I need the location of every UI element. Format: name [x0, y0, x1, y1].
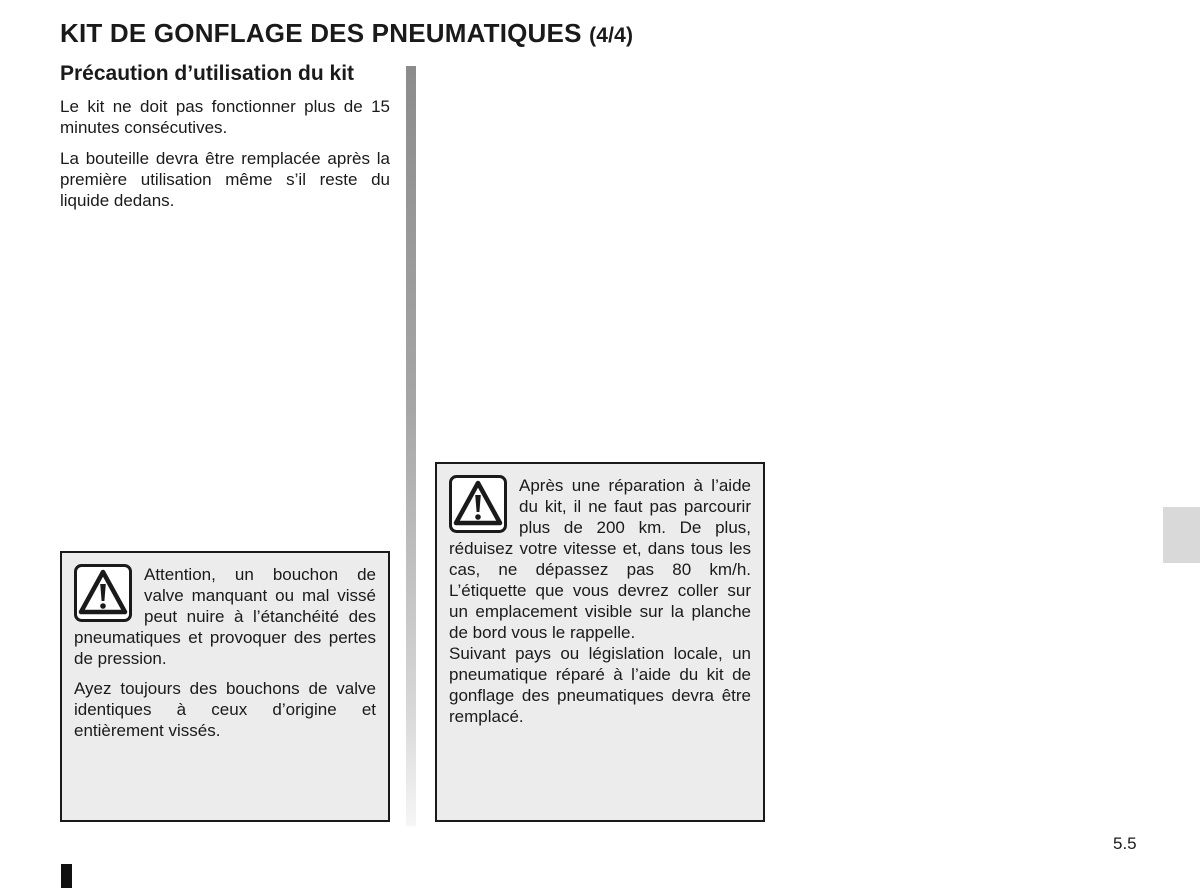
page-title: [60, 18, 633, 49]
warning-left-text-2: Ayez toujours des bouchons de valve identiques à ceux d’origine et entièrement vissés.: [74, 679, 376, 740]
warning-triangle-icon: [449, 475, 507, 533]
warning-box-valve-caps: [60, 551, 390, 822]
paragraph-duration: Le kit ne doit pas fonctionner plus de 15 minutes consécutives.: [60, 97, 390, 137]
page-title-suffix: (4/4): [589, 24, 634, 47]
paragraph-bottle: La bouteille devra être remplacée après la première utilisation même s’il reste du liquide dedans.: [60, 149, 390, 210]
warning-triangle-icon: [74, 564, 132, 622]
crop-mark: [61, 864, 72, 888]
column-divider: [406, 66, 416, 826]
page-number: 5.5: [1113, 834, 1137, 853]
warning-box-repair-limits: [435, 462, 765, 822]
warning-right-text-1: Après une réparation à l’aide du kit, il ne faut pas parcourir plus de 200 km. De plus, réduisez votre vitesse et, dans tous les cas, ne dépassez pas 80 km/h. L’étiquette que vous devrez coller sur un emplacement visible sur la planche de bord vous le rappelle.: [449, 476, 751, 642]
warning-left-text-1: Attention, un bouchon de valve manquant ou mal vissé peut nuire à l’étanchéité des pneumatiques et provoquer des pertes de pression.: [74, 565, 376, 668]
page-title-text: KIT DE GONFLAGE DES PNEUMATIQUES: [60, 18, 582, 48]
chapter-thumb-tab: [1163, 507, 1200, 563]
warning-right-text-2: Suivant pays ou législation locale, un pneumatique réparé à l’aide du kit de gonflage des pneumatiques devra être remplacé.: [449, 644, 751, 726]
section-heading: Précaution d’utilisation du kit: [60, 62, 355, 85]
